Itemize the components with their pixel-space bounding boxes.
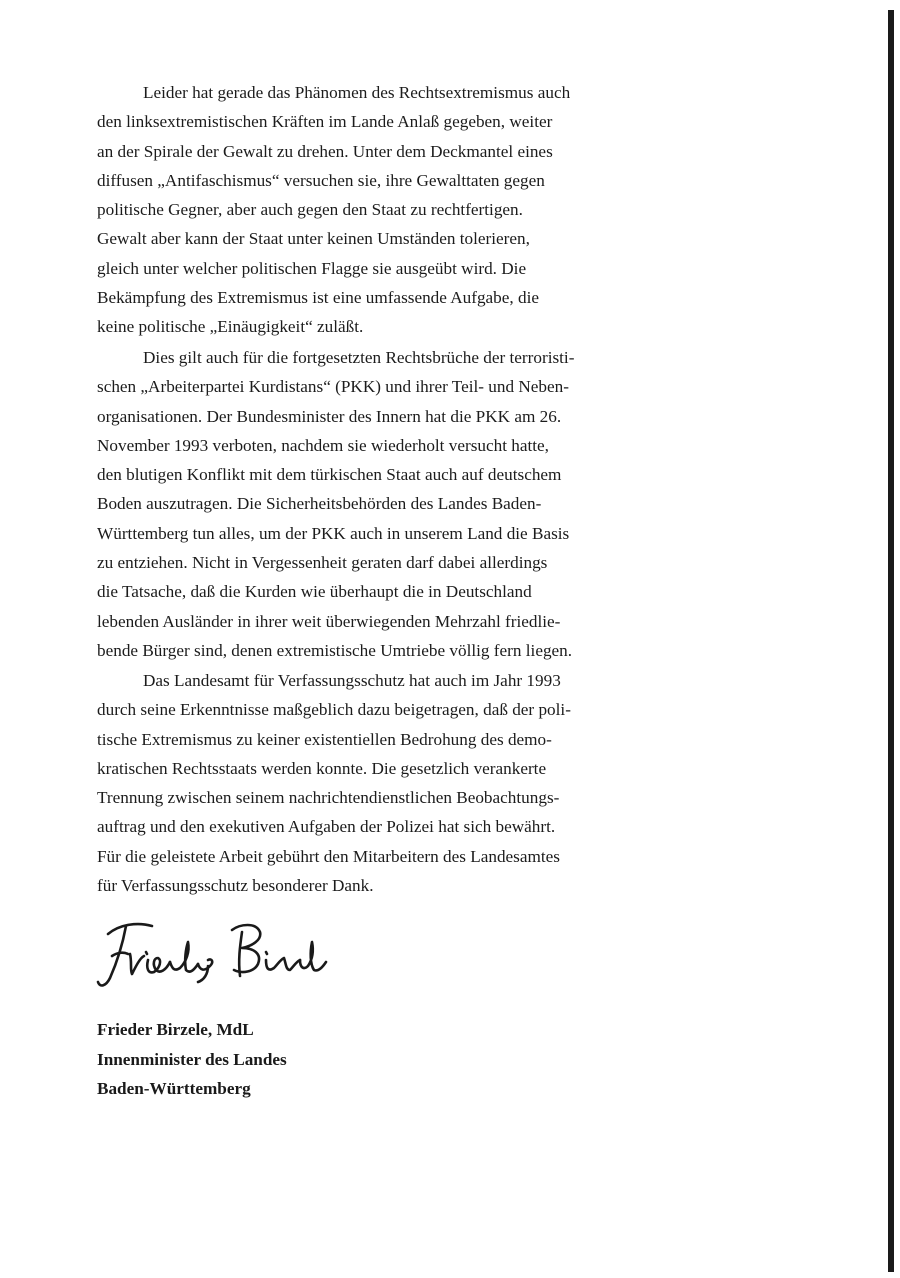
signer-title: Innenminister des Landes: [97, 1049, 287, 1069]
paragraph-1: [97, 78, 657, 342]
paragraph-line: gleich unter welcher politischen Flagge sie ausgeübt wird. Die: [97, 258, 527, 278]
paragraph-line: tische Extremismus zu keiner existentiellen Bedrohung des demo-: [97, 729, 552, 749]
paragraph-line: diffusen „Antifaschismus“ versuchen sie, ihre Gewalttaten gegen: [97, 170, 545, 190]
paragraph-line: Bekämpfung des Extremismus ist eine umfassende Aufgabe, die: [97, 288, 539, 308]
paragraph-line: an der Spirale der Gewalt zu drehen. Unter dem Deckmantel eines: [97, 141, 553, 161]
paragraph-3: [97, 666, 657, 900]
paragraph-line: Das Landesamt für Verfassungsschutz hat auch im Jahr 1993: [143, 671, 561, 690]
paragraph-line: organisationen. Der Bundesminister des Innern hat die PKK am 26.: [97, 406, 562, 426]
paragraph-line: die Tatsache, daß die Kurden wie überhaupt die in Deutschland: [97, 582, 532, 602]
paragraph-line: Leider hat gerade das Phänomen des Rechtsextremismus auch: [143, 83, 571, 102]
paragraph-line: Dies gilt auch für die fortgesetzten Rechtsbrüche der terroristi-: [143, 348, 575, 367]
paragraph-line: durch seine Erkenntnisse maßgeblich dazu beigetragen, daß der poli-: [97, 700, 571, 720]
paragraph-line: Gewalt aber kann der Staat unter keinen Umständen tolerieren,: [97, 229, 530, 249]
signer-block: [97, 1015, 287, 1104]
paragraph-2: [97, 343, 657, 665]
page-edge-shadow: [888, 10, 894, 1272]
signer-state: Baden-Württemberg: [97, 1079, 251, 1098]
paragraph-line: den linksextremistischen Kräften im Lande Anlaß gegeben, weiter: [97, 112, 553, 132]
paragraph-line: Württemberg tun alles, um der PKK auch in unserem Land die Basis: [97, 523, 570, 543]
signer-name: Frieder Birzele, MdL: [97, 1020, 254, 1039]
paragraph-line: bende Bürger sind, denen extremistische Umtriebe völlig fern liegen.: [97, 640, 573, 660]
paragraph-line: für Verfassungsschutz besonderer Dank.: [97, 876, 374, 896]
paragraph-line: kratischen Rechtsstaats werden konnte. Die gesetzlich verankerte: [97, 758, 547, 778]
paragraph-line: den blutigen Konflikt mit dem türkischen Staat auch auf deutschem: [97, 465, 562, 485]
paragraph-line: politische Gegner, aber auch gegen den Staat zu rechtfertigen.: [97, 200, 523, 220]
paragraph-line: Trennung zwischen seinem nachrichtendienstlichen Beobachtungs-: [97, 788, 560, 808]
paragraph-line: keine politische „Einäugigkeit“ zuläßt.: [97, 317, 364, 337]
handwritten-signature-icon: [90, 912, 330, 1002]
paragraph-line: auftrag und den exekutiven Aufgaben der Polizei hat sich bewährt.: [97, 817, 556, 837]
paragraph-line: zu entziehen. Nicht in Vergessenheit geraten darf dabei allerdings: [97, 553, 548, 573]
paragraph-line: November 1993 verboten, nachdem sie wiederholt versucht hatte,: [97, 435, 549, 455]
paragraph-line: schen „Arbeiterpartei Kurdistans“ (PKK) und ihrer Teil- und Neben-: [97, 377, 569, 397]
paragraph-line: Für die geleistete Arbeit gebührt den Mitarbeitern des Landesamtes: [97, 846, 560, 866]
paragraph-line: Boden auszutragen. Die Sicherheitsbehörden des Landes Baden-: [97, 494, 542, 514]
paragraph-line: lebenden Ausländer in ihrer weit überwiegenden Mehrzahl friedlie-: [97, 611, 561, 631]
